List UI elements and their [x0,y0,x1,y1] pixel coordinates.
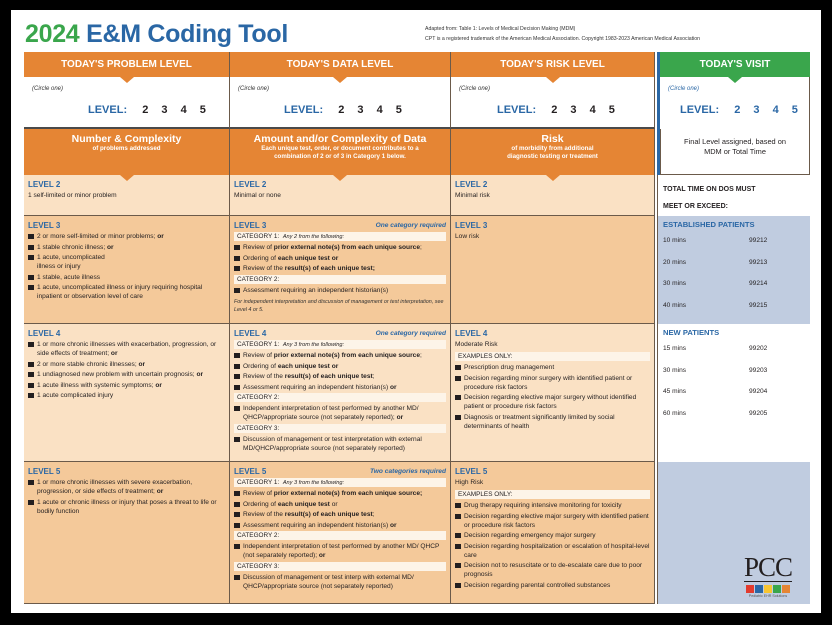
list-item: Ordering of each unique test or [234,254,446,263]
visit-column [657,52,810,604]
examples-label: EXAMPLES ONLY: [455,490,650,499]
list-item: Decision not to resuscitate or to de-escalate care due to poor prognosis [455,561,650,579]
list-item: Decision regarding minor surgery with identified patient or procedure risk factors [455,374,650,392]
data-level-5 [230,462,451,604]
visit-box [657,52,810,175]
credits [425,24,700,44]
subheader-title: Number & Complexity [71,133,182,145]
data-level-3 [230,216,451,324]
bullet-icon [455,503,461,508]
coding-grid [24,52,810,604]
subheader-desc: of problems addressed [92,145,161,152]
category-2-label: CATEGORY 2: [234,393,446,402]
level-label: LEVEL: [680,104,720,116]
bullet-icon [28,234,34,239]
risk-level-3 [451,216,655,324]
list-item: Discussion of management or test interpretation with external MD/QHCP/appropriate source (not separately reported) [234,435,446,453]
bullet-icon [28,275,34,280]
list-item: Review of the result(s) of each unique test; [234,372,446,381]
list-item: 1 or more chronic illnesses with exacerbation, progression, or side effects of treatment; or [28,340,225,358]
level-title: LEVEL 4 [234,329,267,338]
table-row: 60 mins 99205 [663,409,768,417]
list-item: Drug therapy requiring intensive monitoring for toxicity [455,501,650,510]
level-row [680,104,808,116]
bullet-icon [234,523,240,528]
list-item: 1 acute illness with systemic symptoms; or [28,381,225,390]
level-option-5[interactable]: 5 [395,104,402,116]
bullet-icon [234,406,240,411]
circle-one-label: (Circle one) [32,86,64,92]
level-option-2[interactable]: 2 [338,104,345,116]
bullet-icon [28,362,34,367]
level-option-3[interactable]: 3 [753,104,760,116]
category-1-label: CATEGORY 1: Any 2 from the following: [234,232,446,241]
bullet-icon [455,365,461,370]
problem-subheader [24,129,230,175]
bullet-icon [28,285,34,290]
bullet-icon [28,342,34,347]
level-title: LEVEL 3 [234,221,267,230]
category-1-label: CATEGORY 1: Any 3 from the following: [234,340,446,349]
level-option-5[interactable]: 5 [608,104,615,116]
level-row [88,104,216,116]
visit-header: TODAY'S VISIT [660,52,810,77]
level-title: LEVEL 3 [455,221,488,230]
list-item: Assessment requiring an independent historian(s) or [234,383,446,392]
list-item: Decision regarding parental controlled substances [455,581,650,590]
list-item: Assessment requiring an independent historian(s) [234,286,446,295]
category-2-label: CATEGORY 2: [234,531,446,540]
bullet-icon [455,563,461,568]
list-item: 1 or more chronic illnesses with severe exacerbation, progression, or side effects of treatment; or [28,478,225,496]
logo-squares-icon [744,585,792,593]
table-row: 15 mins 99202 [663,345,768,352]
level-option-3[interactable]: 3 [161,104,168,116]
logo-text: PCC [743,552,792,582]
problem-header: TODAY'S PROBLEM LEVEL [24,52,230,77]
risk-header: TODAY'S RISK LEVEL [451,52,655,77]
list-item: Assessment requiring an independent historian(s) or [234,521,446,530]
bullet-icon [28,500,34,505]
list-item: Decision regarding emergency major surgery [455,531,650,540]
list-item: 2 or more stable chronic illnesses; or [28,360,225,369]
level-option-3[interactable]: 3 [357,104,364,116]
level-text: Low risk [455,233,480,240]
table-row: 45 mins 99204 [663,388,768,395]
bullet-icon [234,385,240,390]
bullet-icon [455,533,461,538]
list-item: Decision regarding elective major surgery with identified patient or procedure risk factors [455,512,650,530]
list-item: Review of prior external note(s) from each unique source; [234,351,446,360]
risk-level-2 [451,175,655,216]
data-header: TODAY'S DATA LEVEL [230,52,451,77]
risk-subheader [451,129,655,175]
problem-level-selector [24,77,230,129]
level-option-5[interactable]: 5 [199,104,206,116]
level-title: LEVEL 5 [28,467,61,476]
level-title: LEVEL 2 [28,180,61,189]
risk-level-5 [451,462,655,604]
level-label: LEVEL: [284,104,324,116]
table-row: 30 mins 99203 [663,366,768,374]
subheader-desc: of morbidity from additional diagnostic testing or treatment [507,145,598,160]
list-item: Independent interpretation of test performed by another MD/ QHCP/appropriate source (not separately reported); or [234,404,446,422]
risk-level-4 [451,324,655,462]
bullet-icon [234,544,240,549]
list-item: Review of prior external note(s) from each unique source; [234,243,446,252]
bullet-icon [234,374,240,379]
level-title: LEVEL 3 [28,221,61,230]
bullet-icon [234,256,240,261]
level-option-2[interactable]: 2 [551,104,558,116]
level-option-5[interactable]: 5 [791,104,798,116]
credit-copyright: CPT is a registered trademark of the American Medical Association. Copyright 1983-2023 American Medical Association [425,36,700,42]
title-name: E&M Coding Tool [86,20,289,48]
level-title: LEVEL 5 [234,467,267,476]
problem-level-4 [24,324,230,462]
list-item: 2 or more self-limited or minor problems; or [28,232,225,241]
credit-source: Adapted from: Table 1: Levels of Medical Decision Making (MDM) [425,26,576,32]
problem-level-5 [24,462,230,604]
requirement-label: One category required [375,330,446,337]
level-text: Minimal or none [234,192,281,199]
bullet-icon [234,364,240,369]
data-level-selector [230,77,451,129]
list-item: 1 acute, uncomplicated illness or injury [28,253,225,271]
level-row [497,104,625,116]
new-patients-title: NEW PATIENTS [663,328,720,337]
level-option-4[interactable]: 4 [772,104,779,116]
established-patients-table [657,216,810,324]
level-title: LEVEL 4 [455,329,488,338]
bullet-icon [28,383,34,388]
list-item: Independent interpretation of test performed by another MD/ QHCP (not separately reported); or [234,542,446,560]
bullet-icon [455,376,461,381]
subheader-title: Risk [541,133,564,145]
problem-column [24,52,230,604]
bullet-icon [234,575,240,580]
level-text: Moderate Risk [455,341,498,348]
bullet-icon [234,502,240,507]
category-3-label: CATEGORY 3: [234,562,446,571]
bullet-icon [455,514,461,519]
level-label: LEVEL: [497,104,537,116]
list-item: Review of the result(s) of each unique test; [234,510,446,519]
list-item: Ordering of each unique test or [234,500,446,509]
logo-panel [657,462,810,604]
bullet-icon [234,266,240,271]
subheader-desc: Each unique test, order, or document contributes to a combination of 2 or of 3 in Category 1 below. [261,145,419,160]
level-option-4[interactable]: 4 [180,104,187,116]
level-option-4[interactable]: 4 [376,104,383,116]
list-item: 1 undiagnosed new problem with uncertain prognosis; or [28,370,225,379]
risk-column [451,52,655,604]
bullet-icon [234,491,240,496]
list-item: 1 acute complicated injury [28,391,225,400]
category-2-label: CATEGORY 2: [234,275,446,284]
level-text: 1 self-limited or minor problem [28,192,117,199]
level-title: LEVEL 2 [455,180,488,189]
bullet-icon [455,415,461,420]
logo-tagline: Pediatric EHR Solutions [748,594,788,598]
bullet-icon [455,395,461,400]
list-item: Review of prior external note(s) from each unique source; [234,489,446,498]
list-item: 1 stable, acute illness [28,273,225,282]
new-patients-table [657,324,810,462]
table-row: 30 mins 99214 [663,280,768,287]
problem-level-2 [24,175,230,216]
bullet-icon [28,245,34,250]
list-item: Discussion of management or test interp with external MD/ QHCP/appropriate source (not separately reported) [234,573,446,591]
final-level-note: Final Level assigned, based on MDM or Total Time [660,129,810,175]
table-row: 10 mins 99212 [663,237,768,244]
level-option-3[interactable]: 3 [570,104,577,116]
requirement-label: One category required [375,222,446,229]
list-item: Ordering of each unique test or [234,362,446,371]
bullet-icon [28,255,34,260]
level-option-2[interactable]: 2 [142,104,149,116]
level-text: Minimal risk [455,192,490,199]
bullet-icon [455,544,461,549]
bullet-icon [455,583,461,588]
page-title [25,20,288,49]
level-row [284,104,412,116]
data-subheader [230,129,451,175]
circle-one-label: (Circle one) [238,86,270,92]
list-item: Review of the result(s) of each unique test; [234,264,446,273]
category-3-label: CATEGORY 3: [234,424,446,433]
level-note: For independent interpretation and discussion of management or test interpretation, see Level 4 or 5. [234,298,444,313]
level-title: LEVEL 5 [455,467,488,476]
list-item: Prescription drug management [455,363,650,372]
list-item: 1 acute, uncomplicated illness or injury requiring hospital inpatient or observation level of care [28,283,225,301]
problem-level-3 [24,216,230,324]
risk-level-selector [451,77,655,129]
circle-one-label: (Circle one) [668,86,700,92]
established-title: ESTABLISHED PATIENTS [663,220,755,229]
level-text: High Risk [455,479,484,486]
list-item: 1 stable chronic illness; or [28,243,225,252]
bullet-icon [234,288,240,293]
circle-one-label: (Circle one) [459,86,491,92]
requirement-label: Two categories required [370,468,446,475]
coding-tool-page [11,10,821,613]
bullet-icon [234,512,240,517]
table-row: 20 mins 99213 [663,258,768,266]
list-item: Decision regarding elective major surgery without identified patient or procedure risk factors [455,393,650,411]
data-level-4 [230,324,451,462]
visit-level-selector [660,77,810,129]
level-title: LEVEL 4 [28,329,61,338]
data-column [230,52,451,604]
total-time-heading: TOTAL TIME ON DOS MUST MEET OR EXCEED: [657,175,810,216]
level-label: LEVEL: [88,104,128,116]
data-level-2 [230,175,451,216]
bullet-icon [234,437,240,442]
pcc-logo [744,553,792,598]
bullet-icon [28,480,34,485]
bullet-icon [234,353,240,358]
examples-label: EXAMPLES ONLY: [455,352,650,361]
subheader-title: Amount and/or Complexity of Data [253,133,427,145]
title-year: 2024 [25,20,80,48]
list-item: Diagnosis or treatment significantly limited by social determinants of health [455,413,650,431]
list-item: 1 acute or chronic illness or injury that poses a threat to life or bodily function [28,498,225,516]
level-option-2[interactable]: 2 [734,104,741,116]
list-item: Decision regarding hospitalization or escalation of hospital-level care [455,542,650,560]
bullet-icon [28,393,34,398]
bullet-icon [234,245,240,250]
level-option-4[interactable]: 4 [589,104,596,116]
level-title: LEVEL 2 [234,180,267,189]
category-1-label: CATEGORY 1: Any 3 from the following: [234,478,446,487]
bullet-icon [28,372,34,377]
table-row: 40 mins 99215 [663,301,768,309]
